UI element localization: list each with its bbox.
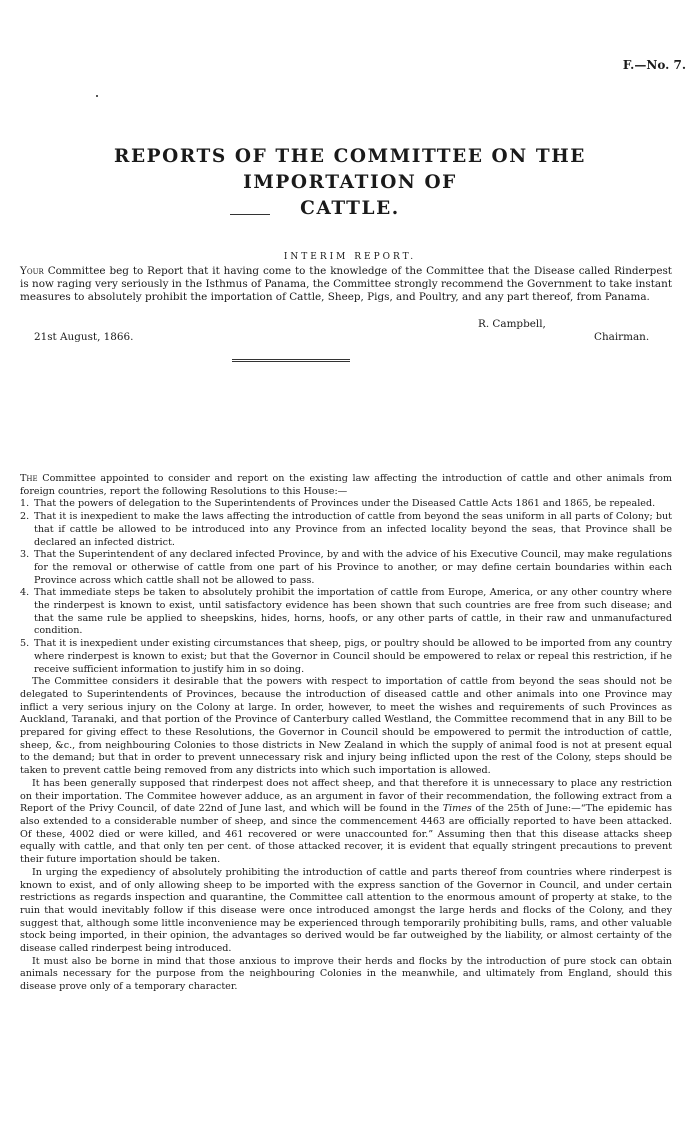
- report-date: 21st August, 1866.: [34, 331, 134, 343]
- main-report: [20, 473, 672, 994]
- paragraph-pure-stock: It must also be borne in mind that those anxious to improve their herds and flocks by the introduction of pure stock can obtain animals necessary for the purpose from the neighbouring Colonies in the meanwhile, and ultimately from England, should this disease prove only of a temporary character.: [20, 955, 672, 993]
- resolution-text: That the Superintendent of any declared infected Province, by and with the advice of his Executive Council, may make regulations for the removal or otherwise of cattle from one part of his Province to another, or may define certain boundaries within each Province across which cattle shall not be allowed to pass.: [34, 549, 672, 586]
- resolution-text: That it is inexpedient under existing circumstances that sheep, pigs, or poultry should be allowed to be imported from any country where rinderpest is known to exist; but that the Governor in Council should be empowered to relax or repeal this restriction, if he receive sufficient information to justify him in so doing.: [34, 638, 672, 675]
- paragraph-sheep-part-a: It has been generally supposed that rinderpest does not affect sheep, and that therefore it is unnecessary to place any restriction on their importation. The Commitee however adduce, as an argument in favor of their recommendation, the following extract from a Report of the Privy Council, of date 22nd of June last, and which will be found in the: [20, 777, 672, 815]
- paragraph-prohibition: In urging the expediency of absolutely prohibiting the introduction of cattle and parts thereof from countries where rinderpest is known to exist, and of only allowing sheep to be imported with the express sanction of the Governor in Council, and under certain restrictions as regards inspection and quarantine, the Committee call attention to the enormous amount of property at stake, to the ruin that would inevitably follow if this disease were once introduced amongst the large herds and flocks of the Colony, and they suggest that, although some little inconvenience may be experienced through temporarily prohibiting bulls, rams, and other valuable stock being imported, in their opinion, the advantages so derived would be far outweighed by the liability, or almost certainty of the disease called rinderpest being introduced.: [20, 866, 672, 955]
- speck-mark: [96, 95, 98, 97]
- resolution-text: That the powers of delegation to the Superintendents of Provinces under the Diseased Cattle Acts 1861 and 1865, be repealed.: [34, 498, 656, 510]
- report-title: [24, 144, 676, 222]
- resolution-item: [20, 498, 672, 511]
- paragraph-delegation: The Committee considers it desirable that the powers with respect to importation of cattle from beyond the seas should not be delegated to Superintendents of Provinces, because the introduction of diseased cattle and other animals into one Province may inflict a very serious injury on the Colony at large. In order, however, to meet the wishes and requirements of such Provinces as Auckland, Taranaki, and that portion of the Province of Canterbury called Westland, the Committee recommend that in any Bill to be prepared for giving effect to these Resolutions, the Governor in Council should be empowered to permit the introduction of cattle, sheep, &c., from neighbouring Colonies to those districts in New Zealand in which the supply of animal food is not at present equal to the demand; but that in order to prevent unnecessary risk and injury being inflicted upon the rest of the Colony, steps should be taken to prevent cattle being removed from any districts into which such importation is allowed.: [20, 676, 672, 777]
- resolution-number: 5.: [20, 638, 30, 650]
- resolution-number: 2.: [20, 511, 30, 523]
- intro-text: Committee appointed to consider and report on the existing law affecting the introduction of cattle and other animals from foreign countries, report the following Resolutions to this House:—: [20, 473, 672, 497]
- resolution-item: [20, 587, 672, 638]
- resolution-item: [20, 638, 672, 676]
- interim-report-body: [20, 265, 672, 305]
- title-line-1: REPORTS OF THE COMMITTEE ON THE IMPORTATION OF: [114, 146, 586, 193]
- title-line-2: CATTLE.: [300, 198, 400, 219]
- intro-lead-word: The: [20, 473, 38, 484]
- resolution-item: [20, 511, 672, 549]
- interim-lead-word: Your: [20, 265, 44, 277]
- intro-paragraph: [20, 473, 672, 498]
- resolution-item: [20, 549, 672, 587]
- interim-text: Committee beg to Report that it having come to the knowledge of the Committee that the Disease called Rinderpest is now raging very seriously in the Isthmus of Panama, the Committee strongly recommend the Government to take instant measures to absolutely prohibit the importation of Cattle, Sheep, Pigs, and Poultry, and any part thereof, from Panama.: [20, 265, 672, 304]
- signatory-role: Chairman.: [594, 331, 650, 343]
- resolution-number: 1.: [20, 498, 30, 510]
- paragraph-sheep-part-b: of the 25th of June:—“The epidemic has also extended to a considerable number of sheep, and since the commencement 4463 are officially reported to have been attacked. Of these, 4002 died or were killed, and 461 recovered or were unaccounted for.” Assuming then that this disease attacks sheep equally with cattle, and that only ten per cent. of those attacked recover, it is evident that equally stringent precautions to prevent their future importation should be taken.: [20, 803, 672, 866]
- signatory-name: R. Campbell,: [478, 318, 546, 330]
- section-divider: [232, 359, 350, 362]
- interim-report-heading: INTERIM REPORT.: [283, 252, 417, 262]
- resolution-number: 4.: [20, 587, 30, 599]
- title-rule: [230, 214, 270, 215]
- newspaper-title: Times: [442, 803, 472, 815]
- resolution-text: That immediate steps be taken to absolutely prohibit the importation of cattle from Europe, America, or any other country where the rinderpest is known to exist, until satisfactory evidence has been shown that such countries are free from such disease; and that the same rule be applied to sheepskins, hides, horns, hoofs, or any other parts of cattle, in their raw and unmanufactured condition.: [34, 587, 672, 637]
- document-reference: F.—No. 7.: [622, 58, 686, 72]
- resolution-number: 3.: [20, 549, 30, 561]
- paragraph-sheep: [20, 778, 672, 867]
- resolution-text: That it is inexpedient to make the laws affecting the introduction of cattle from beyond the seas uniform in all parts of Colony; but that if cattle be allowed to be introduced into any Province from an infected locality beyond the seas, that Province shall be declared an infected district.: [34, 511, 672, 548]
